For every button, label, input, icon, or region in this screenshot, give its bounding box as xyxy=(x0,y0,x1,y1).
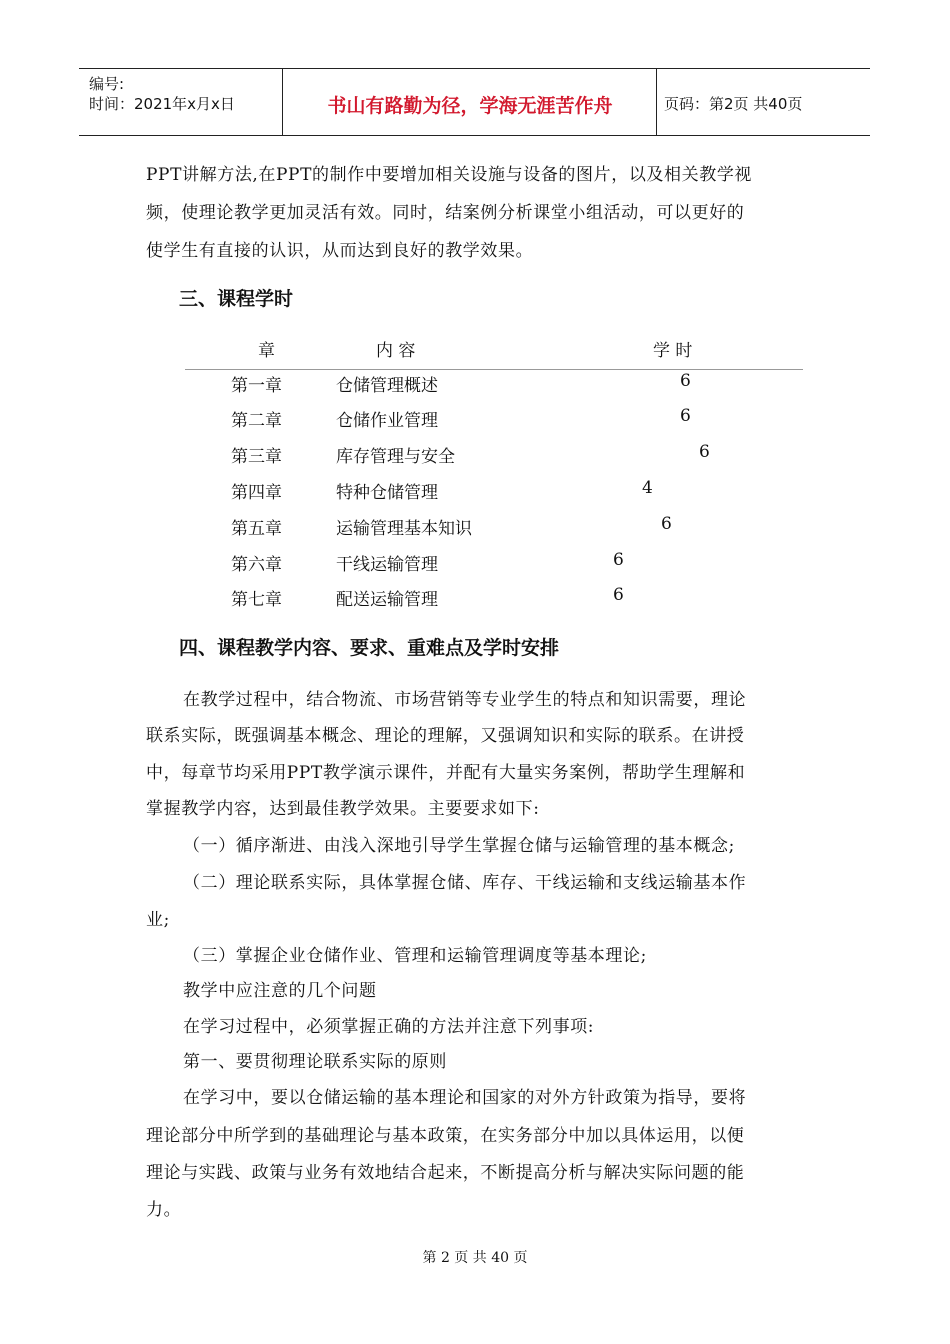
table-cell-content: 仓储作业管理 xyxy=(336,411,438,431)
table-header-rule xyxy=(185,369,803,370)
document-number-label: 编号: xyxy=(89,75,125,93)
table-header-hours: 学 时 xyxy=(653,341,693,361)
body-line: 业; xyxy=(146,910,170,930)
page-footer: 第 2 页 共 40 页 xyxy=(422,1250,528,1266)
table-header-chapter: 章 xyxy=(258,341,275,361)
table-cell-hours: 6 xyxy=(699,442,710,462)
table-cell-chapter: 第六章 xyxy=(231,555,282,575)
body-line: 教学中应注意的几个问题 xyxy=(183,981,377,1001)
header-page-cell xyxy=(657,69,870,135)
body-line: 理论与实践、政策与业务有效地结合起来，不断提高分析与解决实际问题的能 xyxy=(146,1163,745,1183)
table-cell-content: 干线运输管理 xyxy=(336,555,438,575)
intro-line: PPT讲解方法,在PPT的制作中要增加相关设施与设备的图片，以及相关教学视 xyxy=(146,165,753,185)
header-motto-cell xyxy=(283,69,657,135)
table-cell-chapter: 第四章 xyxy=(231,483,282,503)
table-cell-hours: 6 xyxy=(680,371,691,391)
body-line: （三）掌握企业仓储作业、管理和运输管理调度等基本理论; xyxy=(183,946,647,966)
body-line: 在学习中，要以仓储运输的基本理论和国家的对外方针政策为指导，要将 xyxy=(183,1088,747,1108)
table-cell-chapter: 第三章 xyxy=(231,447,282,467)
table-cell-content: 运输管理基本知识 xyxy=(336,519,472,539)
body-line: （二）理论联系实际，具体掌握仓储、库存、干线运输和支线运输基本作 xyxy=(183,873,747,893)
page-header xyxy=(79,68,870,136)
header-info-cell xyxy=(79,69,283,135)
body-line: 理论部分中所学到的基础理论与基本政策，在实务部分中加以具体运用，以便 xyxy=(146,1126,745,1146)
header-motto: 书山有路勤为径，学海无涯苦作舟 xyxy=(327,95,613,117)
section-title-content: 四、课程教学内容、要求、重难点及学时安排 xyxy=(179,637,560,659)
table-cell-chapter: 第二章 xyxy=(231,411,282,431)
body-line: 中，每章节均采用PPT教学演示课件，并配有大量实务案例，帮助学生理解和 xyxy=(146,763,746,783)
body-line: 联系实际，既强调基本概念、理论的理解，又强调知识和实际的联系。在讲授 xyxy=(146,726,745,746)
table-header-content: 内 容 xyxy=(376,341,416,361)
table-cell-hours: 6 xyxy=(661,514,672,534)
table-cell-chapter: 第五章 xyxy=(231,519,282,539)
table-cell-hours: 6 xyxy=(613,585,624,605)
table-cell-content: 配送运输管理 xyxy=(336,590,438,610)
body-line: 在教学过程中，结合物流、市场营销等专业学生的特点和知识需要，理论 xyxy=(183,690,747,710)
table-cell-hours: 6 xyxy=(613,550,624,570)
table-cell-content: 特种仓储管理 xyxy=(336,483,438,503)
table-cell-hours: 4 xyxy=(642,478,653,498)
table-cell-content: 仓储管理概述 xyxy=(336,376,438,396)
header-page-label: 页码：第2页 共40页 xyxy=(664,95,803,113)
table-cell-hours: 6 xyxy=(680,406,691,426)
table-cell-content: 库存管理与安全 xyxy=(336,447,455,467)
body-line: 第一、要贯彻理论联系实际的原则 xyxy=(183,1052,447,1072)
document-date-label: 时间：2021年x月x日 xyxy=(89,95,235,113)
body-line: 力。 xyxy=(146,1200,182,1220)
body-line: 掌握教学内容，达到最佳教学效果。主要要求如下: xyxy=(146,799,540,819)
body-line: （一）循序渐进、由浅入深地引导学生掌握仓储与运输管理的基本概念; xyxy=(183,836,735,856)
body-line: 在学习过程中，必须掌握正确的方法并注意下列事项: xyxy=(183,1017,595,1037)
table-cell-chapter: 第一章 xyxy=(231,376,282,396)
table-cell-chapter: 第七章 xyxy=(231,590,282,610)
intro-line: 频，使理论教学更加灵活有效。同时，结案例分析课堂小组活动，可以更好的 xyxy=(146,203,745,223)
section-title-hours: 三、课程学时 xyxy=(179,288,294,310)
intro-line: 使学生有直接的认识，从而达到良好的教学效果。 xyxy=(146,241,534,261)
